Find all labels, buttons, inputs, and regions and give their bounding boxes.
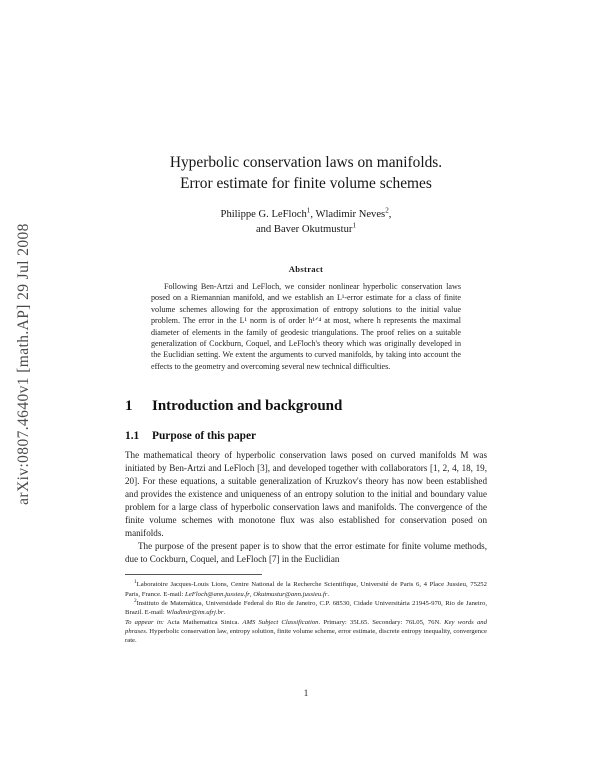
author-lefloch: Philippe G. LeFloch [220, 209, 307, 220]
footnote-publication-info [125, 618, 487, 645]
keywords-text: . Hyperbolic conservation law, entropy solution, finite volume scheme, error estimate, discrete entropy inequality, convergence rate. [125, 627, 487, 644]
section-heading-1 [125, 398, 487, 415]
author-line-1 [125, 208, 487, 223]
footnote-1-text-b: , [249, 590, 254, 598]
arxiv-stamp [0, 0, 40, 776]
author-okutmustur: and Baver Okutmustur [255, 223, 353, 235]
title-line-2: Error estimate for finite volume schemes [180, 175, 432, 192]
section-number-1: 1 [125, 398, 133, 415]
title-line-1: Hyperbolic conservation laws on manifolds. [169, 154, 443, 171]
section-title-1: Introduction and background [152, 398, 343, 415]
author-line-2 [125, 220, 487, 238]
body-paragraph-1: The mathematical theory of hyperbolic conservation laws posed on curved manifolds M was initiated by Ben-Artzi and LeFloch [3], and developed together with collaborators [1, 2, 4, 18, 19, 20]. For these equations, a suitable generalization of Kruzkov's theory has now been established and provides the existence and uniqueness of an entropy solution to the initial and boundary value problem for a large class of hyperbolic conservation laws and manifolds. The convergence of the finite volume schemes with monotone flux was also established for conservation posed on manifolds. [125, 450, 487, 538]
footnote-block [125, 580, 487, 645]
abstract-heading: Abstract [288, 264, 324, 274]
footnote-2-text-a: Instituto de Matemática, Universidade Federal do Rio de Janeiro, C.P. 68530, Cidade Universitária 21945-970, Rio de Janeiro, Brazil. E-mail: [125, 600, 487, 617]
journal-name: Acta Mathematica Sinica. [164, 618, 243, 626]
footnote-2-text-b: . [223, 609, 226, 617]
keywords-label: Key words and phrases [125, 618, 487, 635]
msc-label: AMS Subject Classification [242, 618, 319, 626]
footnote-1-text-c: . [327, 590, 330, 598]
arxiv-stamp-text: arXiv:0807.4640v1 [math.AP] 29 Jul 2008 [15, 223, 32, 505]
footnote-1-text-a: Laboratoire Jacques-Louis Lions, Centre National de la Recherche Scientifique, Université de Paris 6, 4 Place Jussieu, 75252 Paris, France. E-mail: [125, 581, 487, 598]
subsection-number-1-1: 1.1 [125, 430, 140, 443]
footnote-separator [125, 574, 262, 575]
abstract-body: Following Ben-Artzi and LeFloch, we consider nonlinear hyperbolic conservation laws posed on a Riemannian manifold, and we establish an L¹-error estimate for a class of finite volume schemes allowing for the approximation of entropy solutions to the initial value problem. The error in the L¹ norm is of order h¹ᐟ⁴ at most, where h represents the maximal diameter of elements in the family of geodesic triangulations. The proof relies on a suitable generalization of Cockburn, Coquel, and LeFloch's theory which was originally developed in the Euclidian setting. We extent the arguments to curved manifolds, by taking into account the effects to the geometry and overcoming several new technical difficulties. [151, 282, 461, 371]
author-neves: , Wladimir Neves [310, 209, 386, 220]
author-lefloch-affil-marker: 1 [306, 206, 311, 215]
footnote-1-email-1: LeFloch@ann.jussieu.fr [185, 590, 250, 598]
paper-page [125, 0, 487, 776]
page-title [125, 152, 487, 194]
footnote-1 [125, 580, 487, 598]
footnote-2-email: Wladimir@im.ufrj.br [166, 609, 224, 617]
footnote-1-marker: 1 [134, 579, 137, 586]
footnote-1-email-2: Okutmustur@ann.jussieu.fr [253, 590, 328, 598]
footnote-2-marker: 2 [134, 597, 137, 604]
page-number: 1 [303, 688, 309, 698]
author-line-1-comma: , [388, 209, 392, 220]
abstract-section [151, 264, 461, 372]
body-paragraph-2: The purpose of the present paper is to show that the error estimate for finite volume methods, due to Cockburn, Coquel, and LeFloch [7] in the Euclidian [125, 540, 487, 564]
footnote-2 [125, 599, 487, 617]
author-okutmustur-affil-marker: 1 [352, 220, 357, 229]
author-list [125, 208, 487, 237]
author-neves-affil-marker: 2 [385, 206, 389, 215]
subsection-title-1-1: Purpose of this paper [152, 430, 257, 443]
to-appear-label: To appear in: [125, 618, 165, 626]
subsection-heading-1-1 [125, 430, 487, 442]
msc-codes: . Primary: 35L65. Secondary: 76L05, 76N. [318, 618, 445, 626]
